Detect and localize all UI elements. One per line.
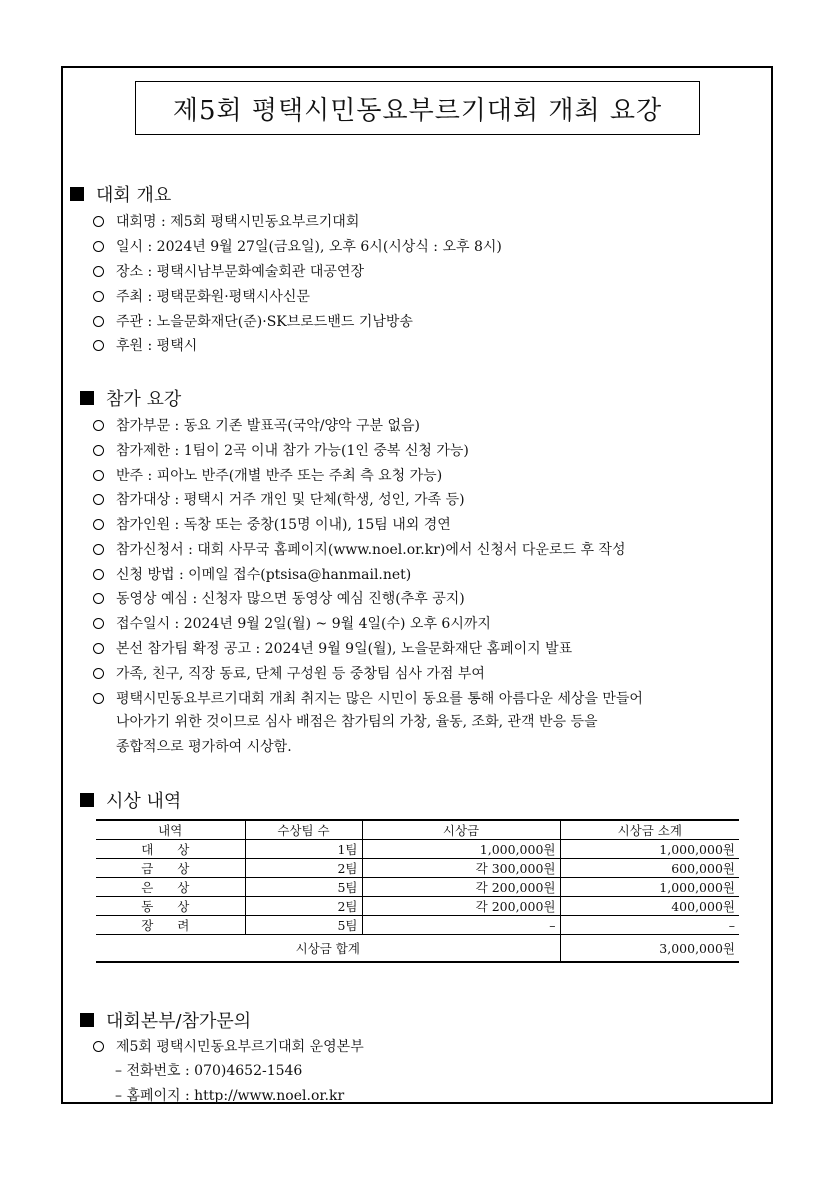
circle-bullet-icon	[93, 470, 104, 481]
section-participation-title: 참가 요강	[106, 389, 182, 410]
award-subtotal: 1,000,000원	[560, 840, 739, 859]
list-item: 참가부문 : 동요 기존 발표곡(국악/양악 구분 없음)	[92, 415, 420, 435]
column-header: 시상금 소계	[560, 820, 739, 840]
total-value: 3,000,000원	[560, 935, 739, 963]
contact-homepage[interactable]: – 홈페이지 : http://www.noel.or.kr	[115, 1088, 345, 1104]
list-item-continuation: 종합적으로 평가하여 시상함.	[116, 739, 292, 755]
column-header: 내역	[96, 820, 245, 840]
list-item: 주관 : 노을문화재단(준)·SK브로드밴드 기남방송	[92, 311, 413, 331]
circle-bullet-icon	[93, 445, 104, 456]
section-contact-heading	[80, 1007, 251, 1033]
list-item: 가족, 친구, 직장 동료, 단체 구성원 등 중창팀 심사 가점 부여	[92, 663, 485, 683]
list-item: 본선 참가팀 확정 공고 : 2024년 9월 9일(월), 노을문화재단 홈페이지 발표	[92, 638, 572, 658]
square-bullet-icon	[80, 1013, 94, 1027]
section-overview-heading	[70, 181, 171, 207]
table-row	[96, 840, 739, 859]
square-bullet-icon	[70, 187, 84, 201]
table-row	[96, 916, 739, 935]
award-name: 금 상	[96, 859, 245, 878]
contact-phone: – 전화번호 : 070)4652-1546	[115, 1063, 303, 1079]
list-item: 참가인원 : 독창 또는 중창(15명 이내), 15팀 내외 경연	[92, 514, 451, 534]
table-header-row	[96, 820, 739, 840]
circle-bullet-icon	[93, 216, 104, 227]
award-prize: 각 200,000원	[362, 878, 560, 897]
column-header: 시상금	[362, 820, 560, 840]
list-item: 일시 : 2024년 9월 27일(금요일), 오후 6시(시상식 : 오후 8시)	[92, 236, 502, 256]
list-item: 장소 : 평택시남부문화예술회관 대공연장	[92, 261, 364, 281]
circle-bullet-icon	[93, 618, 104, 629]
circle-bullet-icon	[93, 693, 104, 704]
circle-bullet-icon	[93, 266, 104, 277]
list-item: 참가신청서 : 대회 사무국 홈페이지(www.noel.or.kr)에서 신청서 다운로드 후 작성	[92, 539, 625, 559]
total-label: 시상금 합계	[96, 935, 560, 963]
column-header: 수상팀 수	[245, 820, 362, 840]
circle-bullet-icon	[93, 420, 104, 431]
list-item: 참가대상 : 평택시 거주 개인 및 단체(학생, 성인, 가족 등)	[92, 489, 465, 509]
circle-bullet-icon	[93, 544, 104, 555]
list-item: 동영상 예심 : 신청자 많으면 동영상 예심 진행(추후 공지)	[92, 588, 465, 608]
section-overview-title: 대회 개요	[96, 185, 172, 206]
award-subtotal: –	[560, 916, 739, 935]
list-item-continuation: 나아가기 위한 것이므로 심사 배점은 참가팀의 가창, 율동, 조화, 관객 반응 등을	[116, 714, 598, 730]
list-item: 제5회 평택시민동요부르기대회 운영본부	[92, 1036, 364, 1056]
circle-bullet-icon	[93, 316, 104, 327]
circle-bullet-icon	[93, 241, 104, 252]
circle-bullet-icon	[93, 519, 104, 530]
award-teams: 5팀	[245, 878, 362, 897]
award-teams: 5팀	[245, 916, 362, 935]
list-item: 반주 : 피아노 반주(개별 반주 또는 주최 측 요청 가능)	[92, 465, 442, 485]
award-prize: –	[362, 916, 560, 935]
award-name: 장 려	[96, 916, 245, 935]
circle-bullet-icon	[93, 494, 104, 505]
circle-bullet-icon	[93, 291, 104, 302]
section-awards-title: 시상 내역	[106, 791, 182, 812]
award-name: 동 상	[96, 897, 245, 916]
circle-bullet-icon	[93, 643, 104, 654]
square-bullet-icon	[80, 391, 94, 405]
circle-bullet-icon	[93, 593, 104, 604]
award-name: 대 상	[96, 840, 245, 859]
circle-bullet-icon	[93, 668, 104, 679]
award-prize: 1,000,000원	[362, 840, 560, 859]
list-item: 접수일시 : 2024년 9월 2일(월) ~ 9월 4일(수) 오후 6시까지	[92, 613, 491, 633]
section-participation-heading	[80, 385, 181, 411]
list-item: 참가제한 : 1팀이 2곡 이내 참가 가능(1인 중복 신청 가능)	[92, 440, 469, 460]
table-row	[96, 859, 739, 878]
table-row	[96, 897, 739, 916]
list-item: 신청 방법 : 이메일 접수(ptsisa@hanmail.net)	[92, 564, 411, 584]
list-item: 후원 : 평택시	[92, 335, 197, 355]
award-prize: 각 300,000원	[362, 859, 560, 878]
award-teams: 1팀	[245, 840, 362, 859]
list-item: 주최 : 평택문화원·평택시사신문	[92, 286, 310, 306]
award-subtotal: 1,000,000원	[560, 878, 739, 897]
page-title: 제5회 평택시민동요부르기대회 개최 요강	[135, 81, 700, 135]
circle-bullet-icon	[93, 569, 104, 580]
circle-bullet-icon	[93, 1041, 104, 1052]
award-prize: 각 200,000원	[362, 897, 560, 916]
award-teams: 2팀	[245, 897, 362, 916]
award-subtotal: 400,000원	[560, 897, 739, 916]
circle-bullet-icon	[93, 340, 104, 351]
award-teams: 2팀	[245, 859, 362, 878]
award-name: 은 상	[96, 878, 245, 897]
list-item: 대회명 : 제5회 평택시민동요부르기대회	[92, 211, 359, 231]
award-subtotal: 600,000원	[560, 859, 739, 878]
section-awards-heading	[80, 787, 181, 813]
section-contact-title: 대회본부/참가문의	[106, 1011, 252, 1032]
table-total-row	[96, 935, 739, 963]
square-bullet-icon	[80, 793, 94, 807]
table-row	[96, 878, 739, 897]
awards-table	[96, 819, 739, 963]
list-item: 평택시민동요부르기대회 개최 취지는 많은 시민이 동요를 통해 아름다운 세상을 만들어	[92, 688, 643, 708]
